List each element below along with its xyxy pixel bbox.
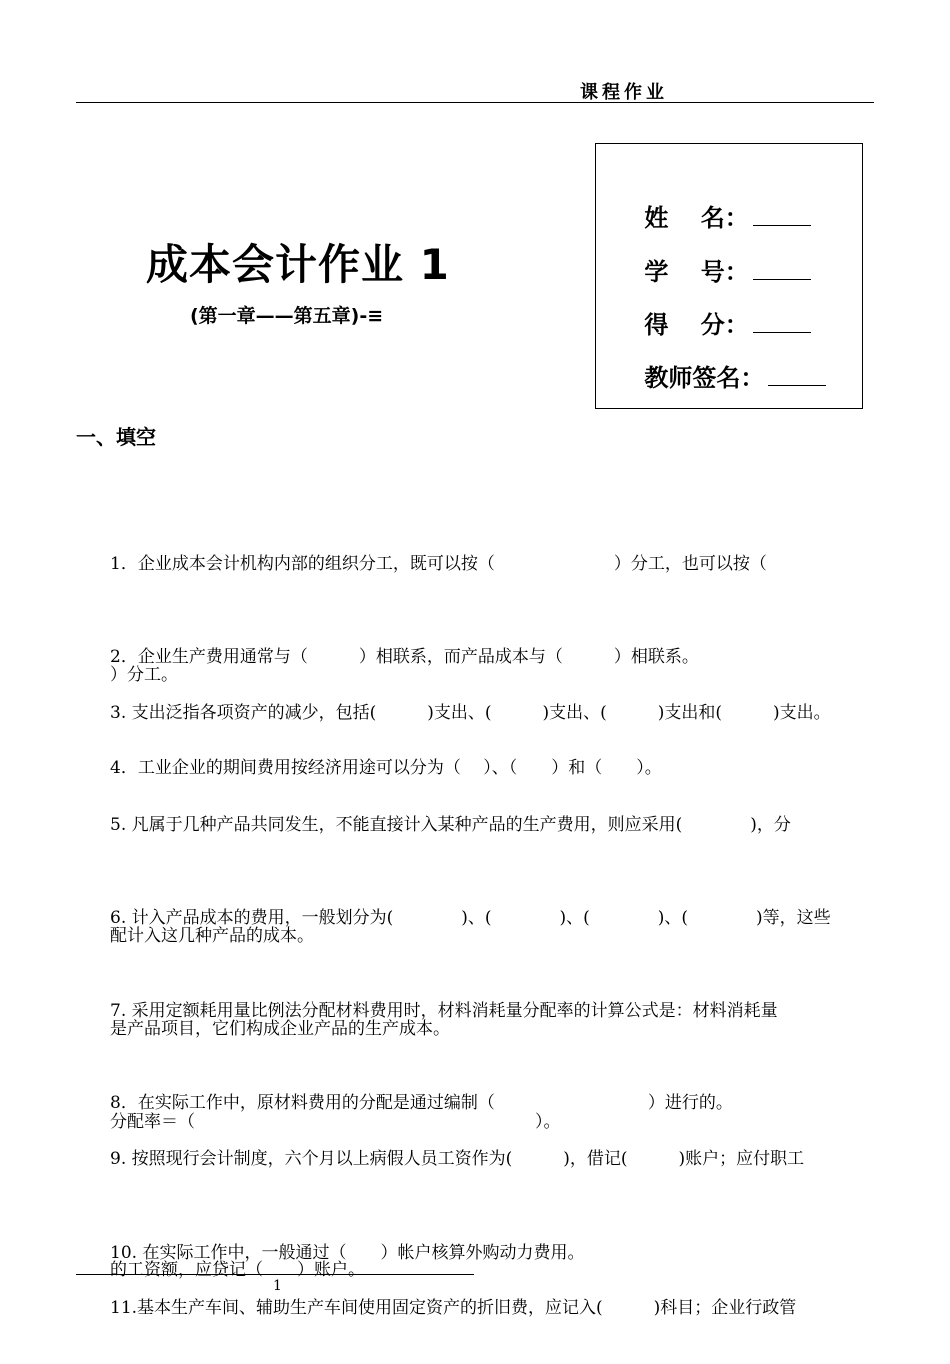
teacher-signature-row xyxy=(611,330,826,421)
page-number: 1 xyxy=(273,1278,282,1294)
question-11 xyxy=(110,1216,875,1364)
name-label: 姓 名： xyxy=(644,204,749,232)
student-id-label: 学 号： xyxy=(644,258,749,286)
question-line: 8．在实际工作中，原材料费用的分配是通过编制（ ）进行的。 xyxy=(110,1093,733,1113)
question-line: 7. 采用定额耗用量比例法分配材料费用时，材料消耗量分配率的计算公式是：材料消耗量 xyxy=(110,1001,778,1021)
question-line: 2．企业生产费用通常与（ ）相联系，而产品成本与（ ）相联系。 xyxy=(110,647,699,667)
question-line: 3. 支出泛指各项资产的减少，包括( )支出、( )支出、( )支出和( )支出。 xyxy=(110,703,831,723)
score-label: 得 分： xyxy=(644,311,749,339)
question-line: 1．企业成本会计机构内部的组织分工，既可以按（ ）分工，也可以按（ xyxy=(110,554,767,574)
question-line: 分配率＝（ ）。 xyxy=(110,1112,561,1132)
question-line: 是产品项目，它们构成企业产品的生产成本。 xyxy=(110,1019,450,1039)
header-title: 课程作业 xyxy=(580,82,668,103)
question-line: 的工资额，应贷记（ ）账户。 xyxy=(110,1260,365,1280)
question-line: 11.基本生产车间、辅助生产车间使用固定资产的折旧费，应记入( )科目；企业行政管 xyxy=(110,1298,797,1318)
main-title: 成本会计作业 1 xyxy=(146,240,450,289)
question-line: 配计入这几种产品的成本。 xyxy=(110,926,314,946)
question-line: 6. 计入产品成本的费用，一般划分为( )、( )、( )、( )等，这些 xyxy=(110,908,831,928)
student-info-box xyxy=(595,143,863,409)
teacher-signature-blank[interactable] xyxy=(768,361,826,386)
name-blank[interactable] xyxy=(753,201,811,226)
subtitle: (第一章——第五章)-≡ xyxy=(190,305,384,327)
teacher-signature-label: 教师签名： xyxy=(644,364,765,392)
question-line: 5. 凡属于几种产品共同发生，不能直接计入某种产品的生产费用，则应采用( )，分 xyxy=(110,815,791,835)
footer-rule xyxy=(76,1274,474,1275)
header-rule xyxy=(76,102,874,103)
question-line: 9. 按照现行会计制度，六个月以上病假人员工资作为( )，借记( )账户；应付职工 xyxy=(110,1149,805,1169)
question-line: 4．工业企业的期间费用按经济用途可以分为（ ）、（ ）和（ ）。 xyxy=(110,758,662,778)
section-heading: 一、填空 xyxy=(76,425,156,449)
question-line: ）分工。 xyxy=(110,665,178,685)
question-line: 10. 在实际工作中，一般通过（ ）帐户核算外购动力费用。 xyxy=(110,1243,585,1263)
